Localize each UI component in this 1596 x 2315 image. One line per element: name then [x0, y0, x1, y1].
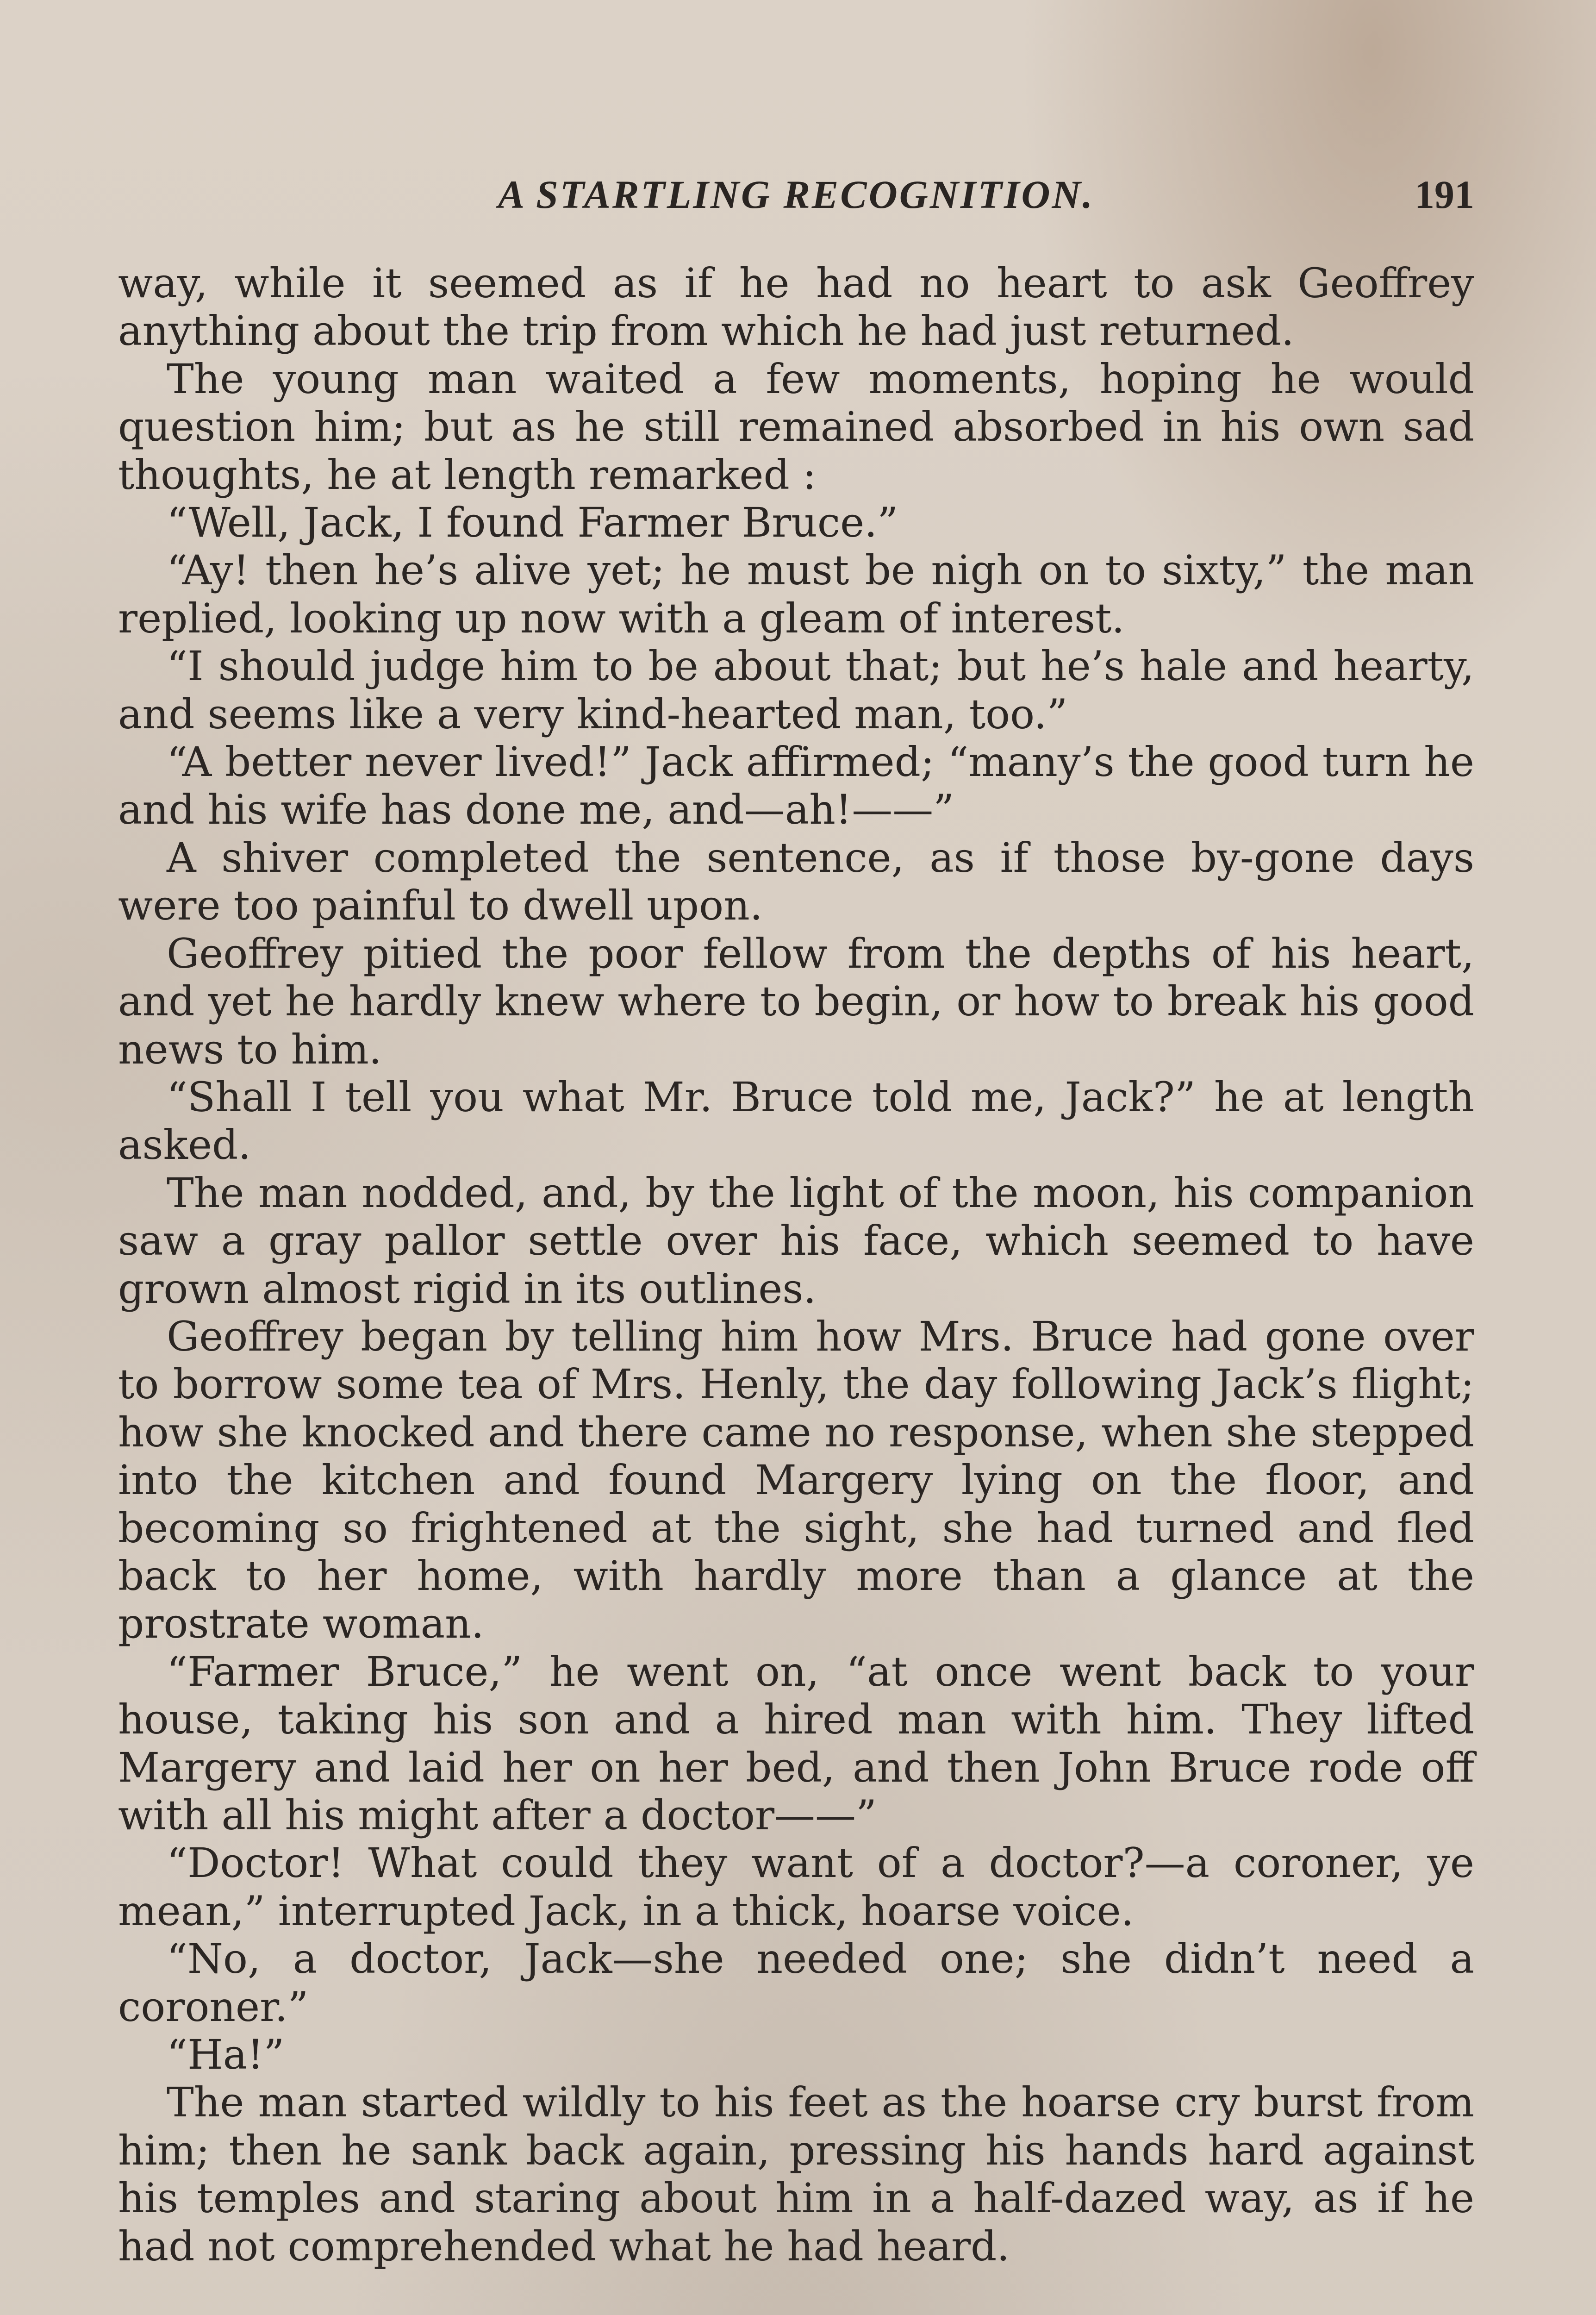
paragraph: A shiver completed the sentence, as if those by-gone days were too painful to dwell upon. [118, 833, 1474, 930]
paragraph: “Shall I tell you what Mr. Bruce told me, Jack?” he at length asked. [118, 1073, 1474, 1169]
paragraph: The man started wildly to his feet as the hoarse cry burst from him; then he sank back again, pressing his hands hard against his temples and staring about him in a half-dazed way, as if he had not comprehended what he had heard. [118, 2078, 1474, 2270]
paragraph: The man nodded, and, by the light of the moon, his companion saw a gray pallor settle over his face, which seemed to have grown almost rigid in its outlines. [118, 1169, 1474, 1313]
paragraph: Geoffrey began by telling him how Mrs. Bruce had gone over to borrow some tea of Mrs. Henly, the day following Jack’s flight; how she knocked and there came no response, when she stepped into the kitchen and found Margery lying on the floor, and becoming so frightened at the sight, she had turned and fled back to her home, with hardly more than a glance at the prostrate woman. [118, 1312, 1474, 1648]
page-number: 191 [1415, 172, 1474, 217]
paragraph: “A better never lived!” Jack affirmed; “many’s the good turn he and his wife has done me, and—ah!——” [118, 738, 1474, 834]
body-text [118, 259, 1474, 2270]
paragraph: The young man waited a few moments, hoping he would question him; but as he still remained absorbed in his own sad thoughts, he at length remarked : [118, 355, 1474, 499]
paragraph: “No, a doctor, Jack—she needed one; she didn’t need a coroner.” [118, 1935, 1474, 2031]
paragraph: “Doctor! What could they want of a doctor?—a coroner, ye mean,” interrupted Jack, in a thick, hoarse voice. [118, 1839, 1474, 1935]
paragraph: “Ay! then he’s alive yet; he must be nigh on to sixty,” the man replied, looking up now with a gleam of interest. [118, 546, 1474, 642]
paragraph: “Well, Jack, I found Farmer Bruce.” [167, 499, 898, 547]
paragraph: “I should judge him to be about that; but he’s hale and hearty, and seems like a very kind-hearted man, too.” [118, 642, 1474, 738]
chapter-title: A STARTLING RECOGNITION. [498, 172, 1095, 217]
paragraph: Geoffrey pitied the poor fellow from the depths of his heart, and yet he hardly knew where to begin, or how to break his good news to him. [118, 929, 1474, 1073]
paragraph: way, while it seemed as if he had no heart to ask Geoffrey anything about the trip from which he had just returned. [118, 259, 1474, 355]
running-head [118, 171, 1474, 222]
paragraph: “Ha!” [167, 2031, 285, 2079]
paragraph: “Farmer Bruce,” he went on, “at once went back to your house, taking his son and a hired man with him. They lifted Margery and laid her on her bed, and then John Bruce rode off with all his might after a doctor——” [118, 1647, 1474, 1839]
